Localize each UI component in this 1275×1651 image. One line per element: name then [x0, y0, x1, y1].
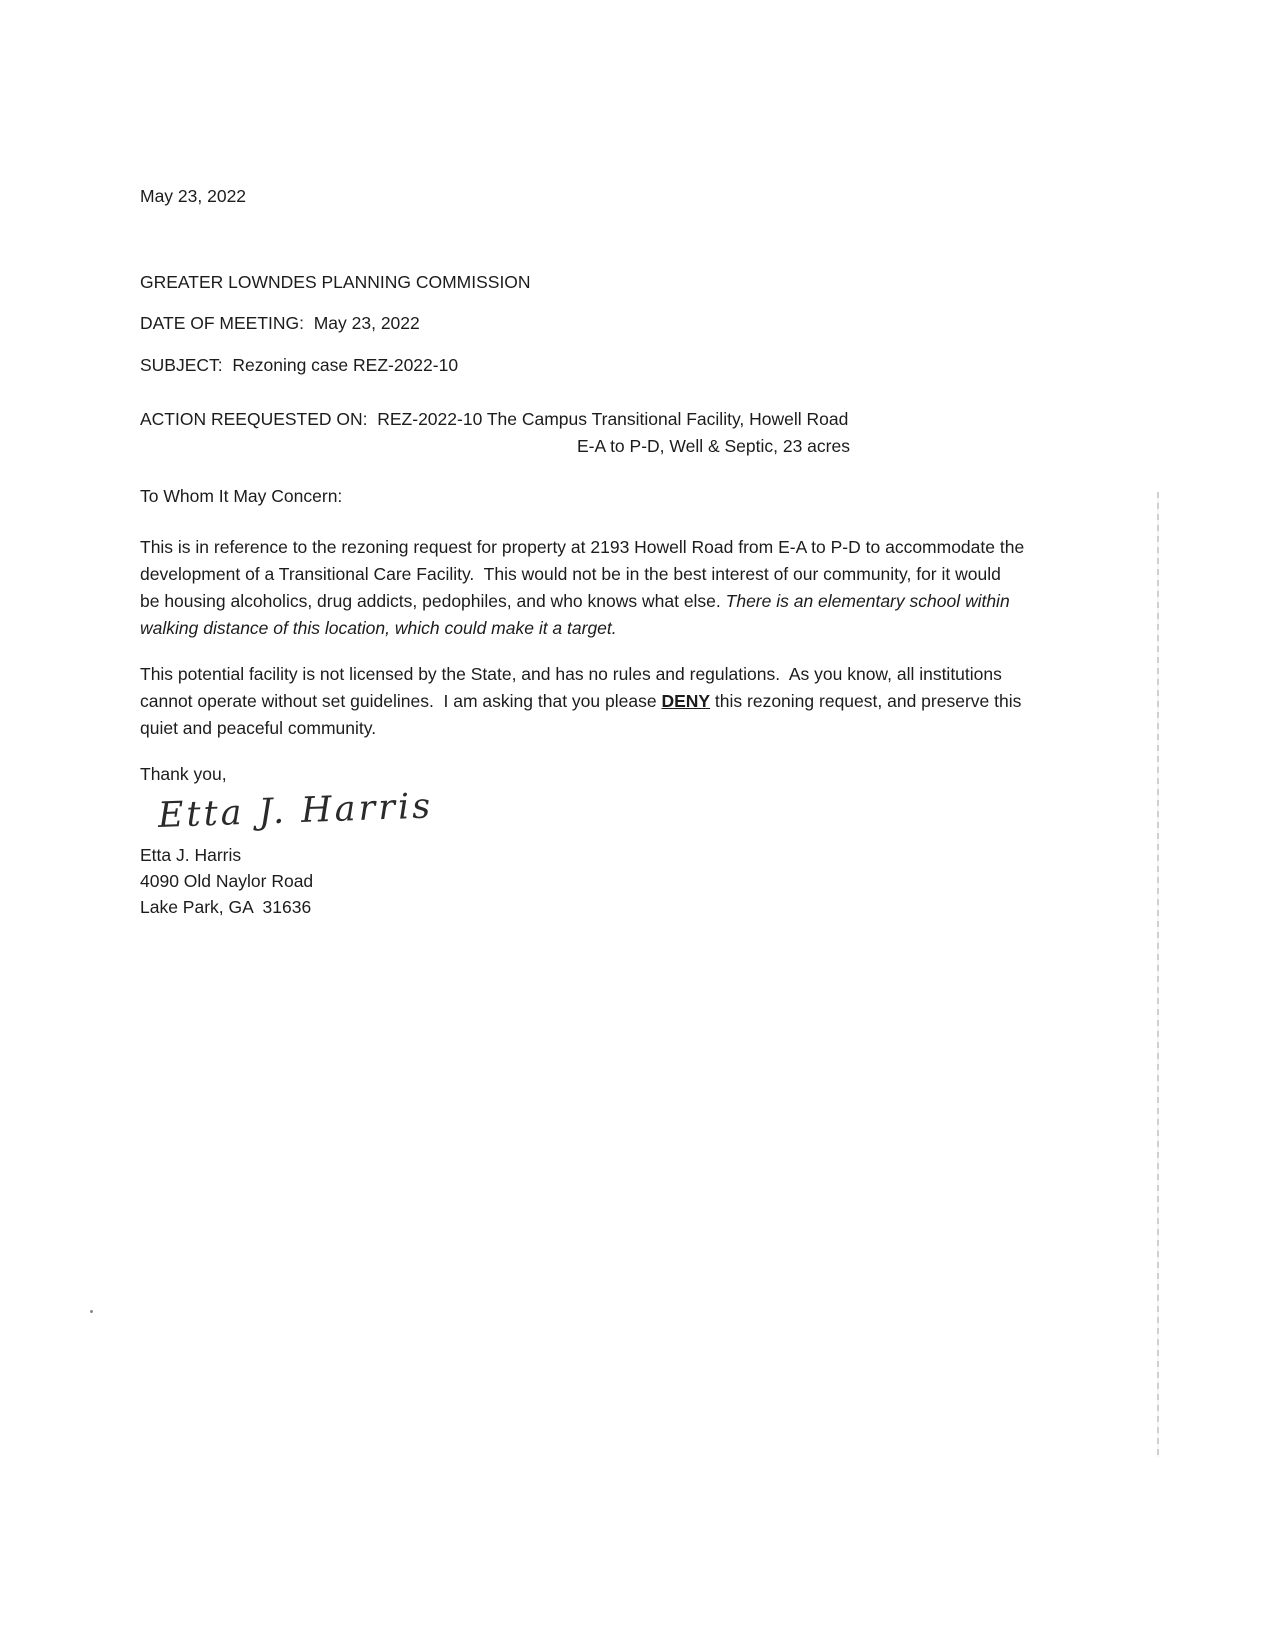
- closing-line: Thank you,: [140, 764, 227, 784]
- action-requested-line2: E-A to P-D, Well & Septic, 23 acres: [577, 436, 850, 456]
- letter-body: [140, 183, 1030, 920]
- deny-emphasis: DENY: [661, 691, 711, 711]
- meeting-date-line: DATE OF MEETING: May 23, 2022: [140, 313, 420, 333]
- scan-artifact-dot: [90, 1310, 93, 1313]
- salutation: To Whom It May Concern:: [140, 486, 343, 506]
- paragraph-1-italic-text: There is an elementary school within walking distance of this location, which could make it a target.: [140, 591, 1015, 638]
- subject-line: SUBJECT: Rezoning case REZ-2022-10: [140, 355, 459, 375]
- paragraph-1: [140, 534, 1030, 642]
- paragraph-2-text-before: This potential facility is not licensed by the State, and has no rules and regulations. As you know, all institutions cannot operate without set guidelines. I am asking that you please: [140, 664, 1007, 711]
- handwritten-signature: Etta J. Harris: [157, 786, 434, 836]
- sender-address-city: Lake Park, GA 31636: [140, 897, 312, 917]
- sender-name: Etta J. Harris: [140, 845, 242, 865]
- sender-address-street: 4090 Old Naylor Road: [140, 871, 314, 891]
- action-requested-line1: ACTION REEQUESTED ON: REZ-2022-10 The Campus Transitional Facility, Howell Road: [140, 409, 849, 429]
- scan-artifact-line: [1157, 492, 1159, 1457]
- letter-date: May 23, 2022: [140, 186, 247, 206]
- paragraph-1-normal-text: This is in reference to the rezoning request for property at 2193 Howell Road from E-A to P-D to accommodate the development of a Transitional Care Facility. This would not be in the best interest of our community, for it would be housing alcoholics, drug addicts, pedophiles, and who knows what else.: [140, 537, 1030, 611]
- recipient-name: GREATER LOWNDES PLANNING COMMISSION: [140, 272, 531, 292]
- paragraph-2-text-after: this rezoning request, and preserve this quiet and peaceful community.: [140, 691, 1027, 738]
- paragraph-2: [140, 661, 1025, 742]
